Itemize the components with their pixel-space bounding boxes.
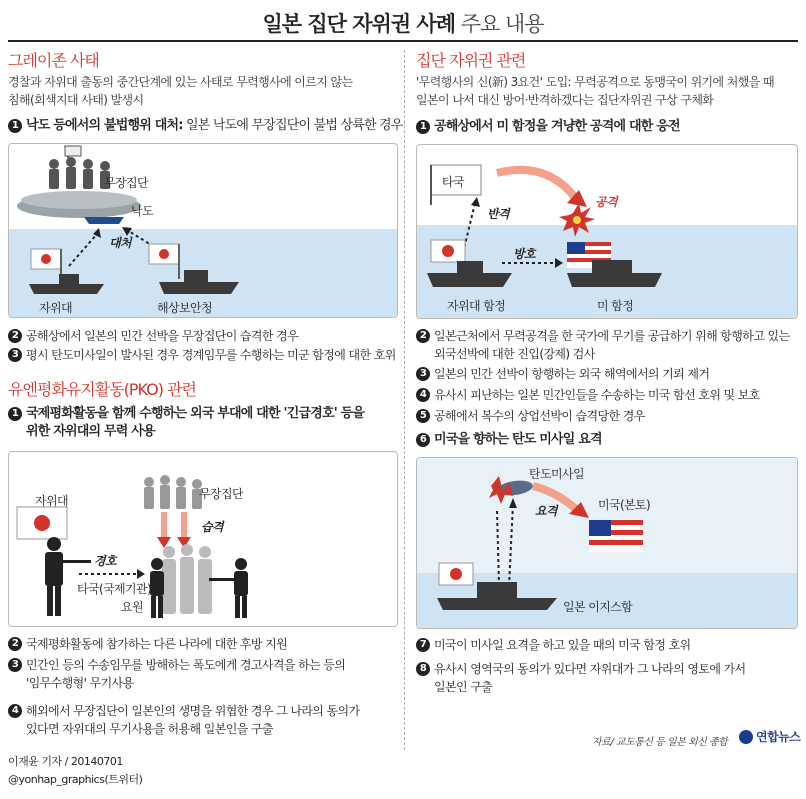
page-title bbox=[0, 8, 806, 38]
pko-item-4-text bbox=[26, 702, 403, 738]
gray-zone-illustration bbox=[9, 144, 398, 318]
pko-title: 유엔평화유지활동(PKO) 관련 bbox=[8, 380, 196, 399]
label-pko-attack: 습격 bbox=[201, 520, 223, 534]
number-badge: 6 bbox=[416, 433, 430, 447]
collective-item-8-text bbox=[434, 660, 802, 696]
collective-item-4 bbox=[416, 386, 802, 404]
label-coast-guard: 해상보안청 bbox=[157, 301, 212, 315]
label-aegis: 일본 이지스함 bbox=[563, 600, 633, 614]
twitter-handle: @yonhap_graphics(트위터) bbox=[8, 773, 143, 786]
armed-group-gray-silhouette bbox=[144, 475, 202, 509]
number-badge: 1 bbox=[416, 120, 430, 134]
collective-item-2-text bbox=[434, 327, 802, 363]
collective-item-6-text: 미국을 향하는 탄도 미사일 요격 bbox=[434, 432, 602, 447]
missile-defense-diagram bbox=[416, 457, 798, 629]
pko-illustration bbox=[9, 452, 398, 627]
collective-desc-2: 일본이 나서 대신 방어·반격하겠다는 집단자위권 구상 구체화 bbox=[416, 93, 714, 107]
number-badge: 3 bbox=[416, 367, 430, 381]
gray-zone-desc-1: 경찰과 자위대 출동의 중간단계에 있는 사태로 무력행사에 이르지 않는 bbox=[8, 75, 353, 89]
yonhap-logo-text: 연합뉴스 bbox=[756, 730, 801, 744]
collective-title: 집단 자위권 관련 bbox=[416, 51, 526, 70]
aegis-ship bbox=[437, 598, 557, 610]
yonhap-logo bbox=[739, 728, 800, 745]
collective-desc-1: '무력행사의 신(新) 3요건' 도입: 무력공격으로 동맹국이 위기에 처했을 때 bbox=[416, 75, 774, 89]
number-badge: 3 bbox=[8, 658, 22, 672]
gray-zone-diagram bbox=[8, 143, 398, 318]
pko-item-2 bbox=[8, 635, 403, 653]
gray-item-2 bbox=[8, 327, 403, 345]
label-agency-line-2: 요원 bbox=[121, 600, 143, 614]
gray-zone-desc-2: 침해(회색지대 사태) 발생시 bbox=[8, 93, 144, 107]
pko-item-3-text bbox=[26, 656, 403, 692]
collective-item-8-line-1: 유사시 영역국의 동의가 있다면 자위대가 그 나라의 영토에 가서 bbox=[434, 662, 746, 676]
reporter-credit: 이재윤 기자 / 20140701 bbox=[8, 755, 123, 768]
number-badge: 4 bbox=[8, 704, 22, 718]
sdf-soldier-silhouette bbox=[45, 537, 91, 616]
label-pko-guard: 경호 bbox=[94, 554, 116, 568]
gray-item-2-text: 공해상에서 일본의 민간 선박을 무장집단이 습격한 경우 bbox=[26, 329, 299, 343]
gray-item-3-text: 평시 탄도미사일이 발사된 경우 경계임무를 수행하는 미군 함정에 대한 호위 bbox=[26, 348, 396, 362]
armed-group-silhouette bbox=[49, 146, 110, 189]
pko-item-4-line-1: 해외에서 무장집단이 일본인의 생명을 위협한 경우 그 나라의 동의가 bbox=[26, 704, 360, 718]
label-island: 낙도 bbox=[131, 204, 153, 218]
gray-item-1-text bbox=[26, 117, 403, 135]
collective-item-7-text: 미국이 미사일 요격을 하고 있을 때의 미국 함정 호위 bbox=[434, 638, 691, 652]
small-boat bbox=[84, 217, 124, 224]
gray-zone-title: 그레이존 사태 bbox=[8, 51, 99, 70]
label-missile: 탄도미사일 bbox=[529, 467, 584, 481]
number-badge: 2 bbox=[8, 329, 22, 343]
collective-item-5 bbox=[416, 407, 802, 425]
gray-item-1 bbox=[8, 117, 403, 135]
collective-item-8 bbox=[416, 660, 802, 696]
pko-item-3-line-2: '임무수행형' 무기사용 bbox=[26, 676, 134, 690]
pko-item-1 bbox=[8, 405, 403, 441]
naval-defense-diagram bbox=[416, 144, 798, 319]
collective-item-3-text: 일본의 민간 선박이 항행하는 외국 해역에서의 기뢰 제거 bbox=[434, 367, 710, 381]
label-counter: 반격 bbox=[487, 207, 509, 221]
pko-item-3-line-1: 민간인 등의 수송임무를 방해하는 폭도에게 경고사격을 하는 등의 bbox=[26, 658, 346, 672]
label-usa: 미국(본토) bbox=[598, 498, 651, 512]
yonhap-logo-icon bbox=[739, 730, 753, 744]
collective-item-6 bbox=[416, 431, 802, 449]
number-badge: 2 bbox=[416, 329, 430, 343]
collective-item-4-text: 유사시 피난하는 일본 민간인들을 수송하는 미국 함선 호위 및 보호 bbox=[434, 388, 760, 402]
label-attack: 공격 bbox=[595, 195, 617, 209]
naval-defense-illustration bbox=[417, 145, 798, 319]
title-bold: 일본 집단 자위권 사례 bbox=[262, 12, 455, 36]
usa-flag bbox=[589, 520, 643, 552]
pko-item-2-text: 국제평화활동에 참가하는 다른 나라에 대한 후방 지원 bbox=[26, 637, 288, 651]
column-divider bbox=[404, 50, 405, 750]
collective-item-1-text: 공해상에서 미 함정을 겨냥한 공격에 대한 응전 bbox=[434, 119, 680, 134]
gray-item-1-bold: 낙도 등에서의 불법행위 대처: bbox=[26, 118, 183, 133]
pko-item-1-line-1: 국제평화활동을 함께 수행하는 외국 부대에 대한 '긴급경호' 등을 bbox=[26, 406, 365, 421]
collective-item-3 bbox=[416, 365, 802, 383]
pko-item-4-line-2: 있다면 자위대의 무기사용을 허용해 일본인을 구출 bbox=[26, 722, 273, 736]
pko-item-3 bbox=[8, 656, 403, 692]
pko-diagram bbox=[8, 451, 398, 627]
title-light: 주요 내용 bbox=[460, 12, 544, 36]
label-agency-line-1: 타국(국제기관) bbox=[77, 582, 152, 596]
label-pko-sdf: 자위대 bbox=[35, 494, 68, 508]
number-badge: 4 bbox=[416, 388, 430, 402]
source-note: 자료/ 교도통신 등 일본 외신 종합 bbox=[592, 737, 728, 748]
title-rule bbox=[8, 40, 798, 42]
collective-item-2 bbox=[416, 327, 802, 363]
collective-item-2-line-1: 일본근처에서 무력공격을 한 국가에 무기를 공급하기 위해 항행하고 있는 bbox=[434, 329, 790, 343]
number-badge: 3 bbox=[8, 348, 22, 362]
pko-item-1-text bbox=[26, 405, 403, 441]
pko-item-1-line-2: 위한 자위대의 무력 사용 bbox=[26, 424, 155, 439]
label-respond: 대처 bbox=[109, 236, 131, 250]
label-us-ship: 미 함정 bbox=[597, 299, 634, 313]
collective-item-2-line-2: 외국선박에 대한 진입(강제) 검사 bbox=[434, 347, 595, 361]
crowd-silhouette bbox=[162, 544, 212, 614]
label-defense: 방호 bbox=[513, 247, 535, 261]
collective-item-7 bbox=[416, 636, 802, 654]
label-armed-group: 무장집단 bbox=[104, 176, 148, 190]
collective-item-5-text: 공해에서 복수의 상업선박이 습격당한 경우 bbox=[434, 409, 645, 423]
pko-item-4 bbox=[8, 702, 403, 738]
gray-item-3 bbox=[8, 346, 403, 364]
label-intercept: 요격 bbox=[535, 504, 557, 518]
number-badge: 1 bbox=[8, 407, 22, 421]
number-badge: 1 bbox=[8, 119, 22, 133]
number-badge: 2 bbox=[8, 637, 22, 651]
number-badge: 8 bbox=[416, 662, 430, 676]
label-sdf-ship: 자위대 함정 bbox=[447, 299, 506, 313]
number-badge: 5 bbox=[416, 409, 430, 423]
label-other-country: 타국 bbox=[442, 175, 464, 189]
collective-item-1 bbox=[416, 118, 802, 136]
collective-item-8-line-2: 일본인 구출 bbox=[434, 680, 493, 694]
us-ship bbox=[567, 273, 662, 287]
label-sdf: 자위대 bbox=[39, 301, 72, 315]
number-badge: 7 bbox=[416, 638, 430, 652]
gray-item-1-rest: 일본 낙도에 무장집단이 불법 상륙한 경우 bbox=[182, 118, 403, 133]
label-pko-armed-group: 무장집단 bbox=[199, 487, 243, 501]
